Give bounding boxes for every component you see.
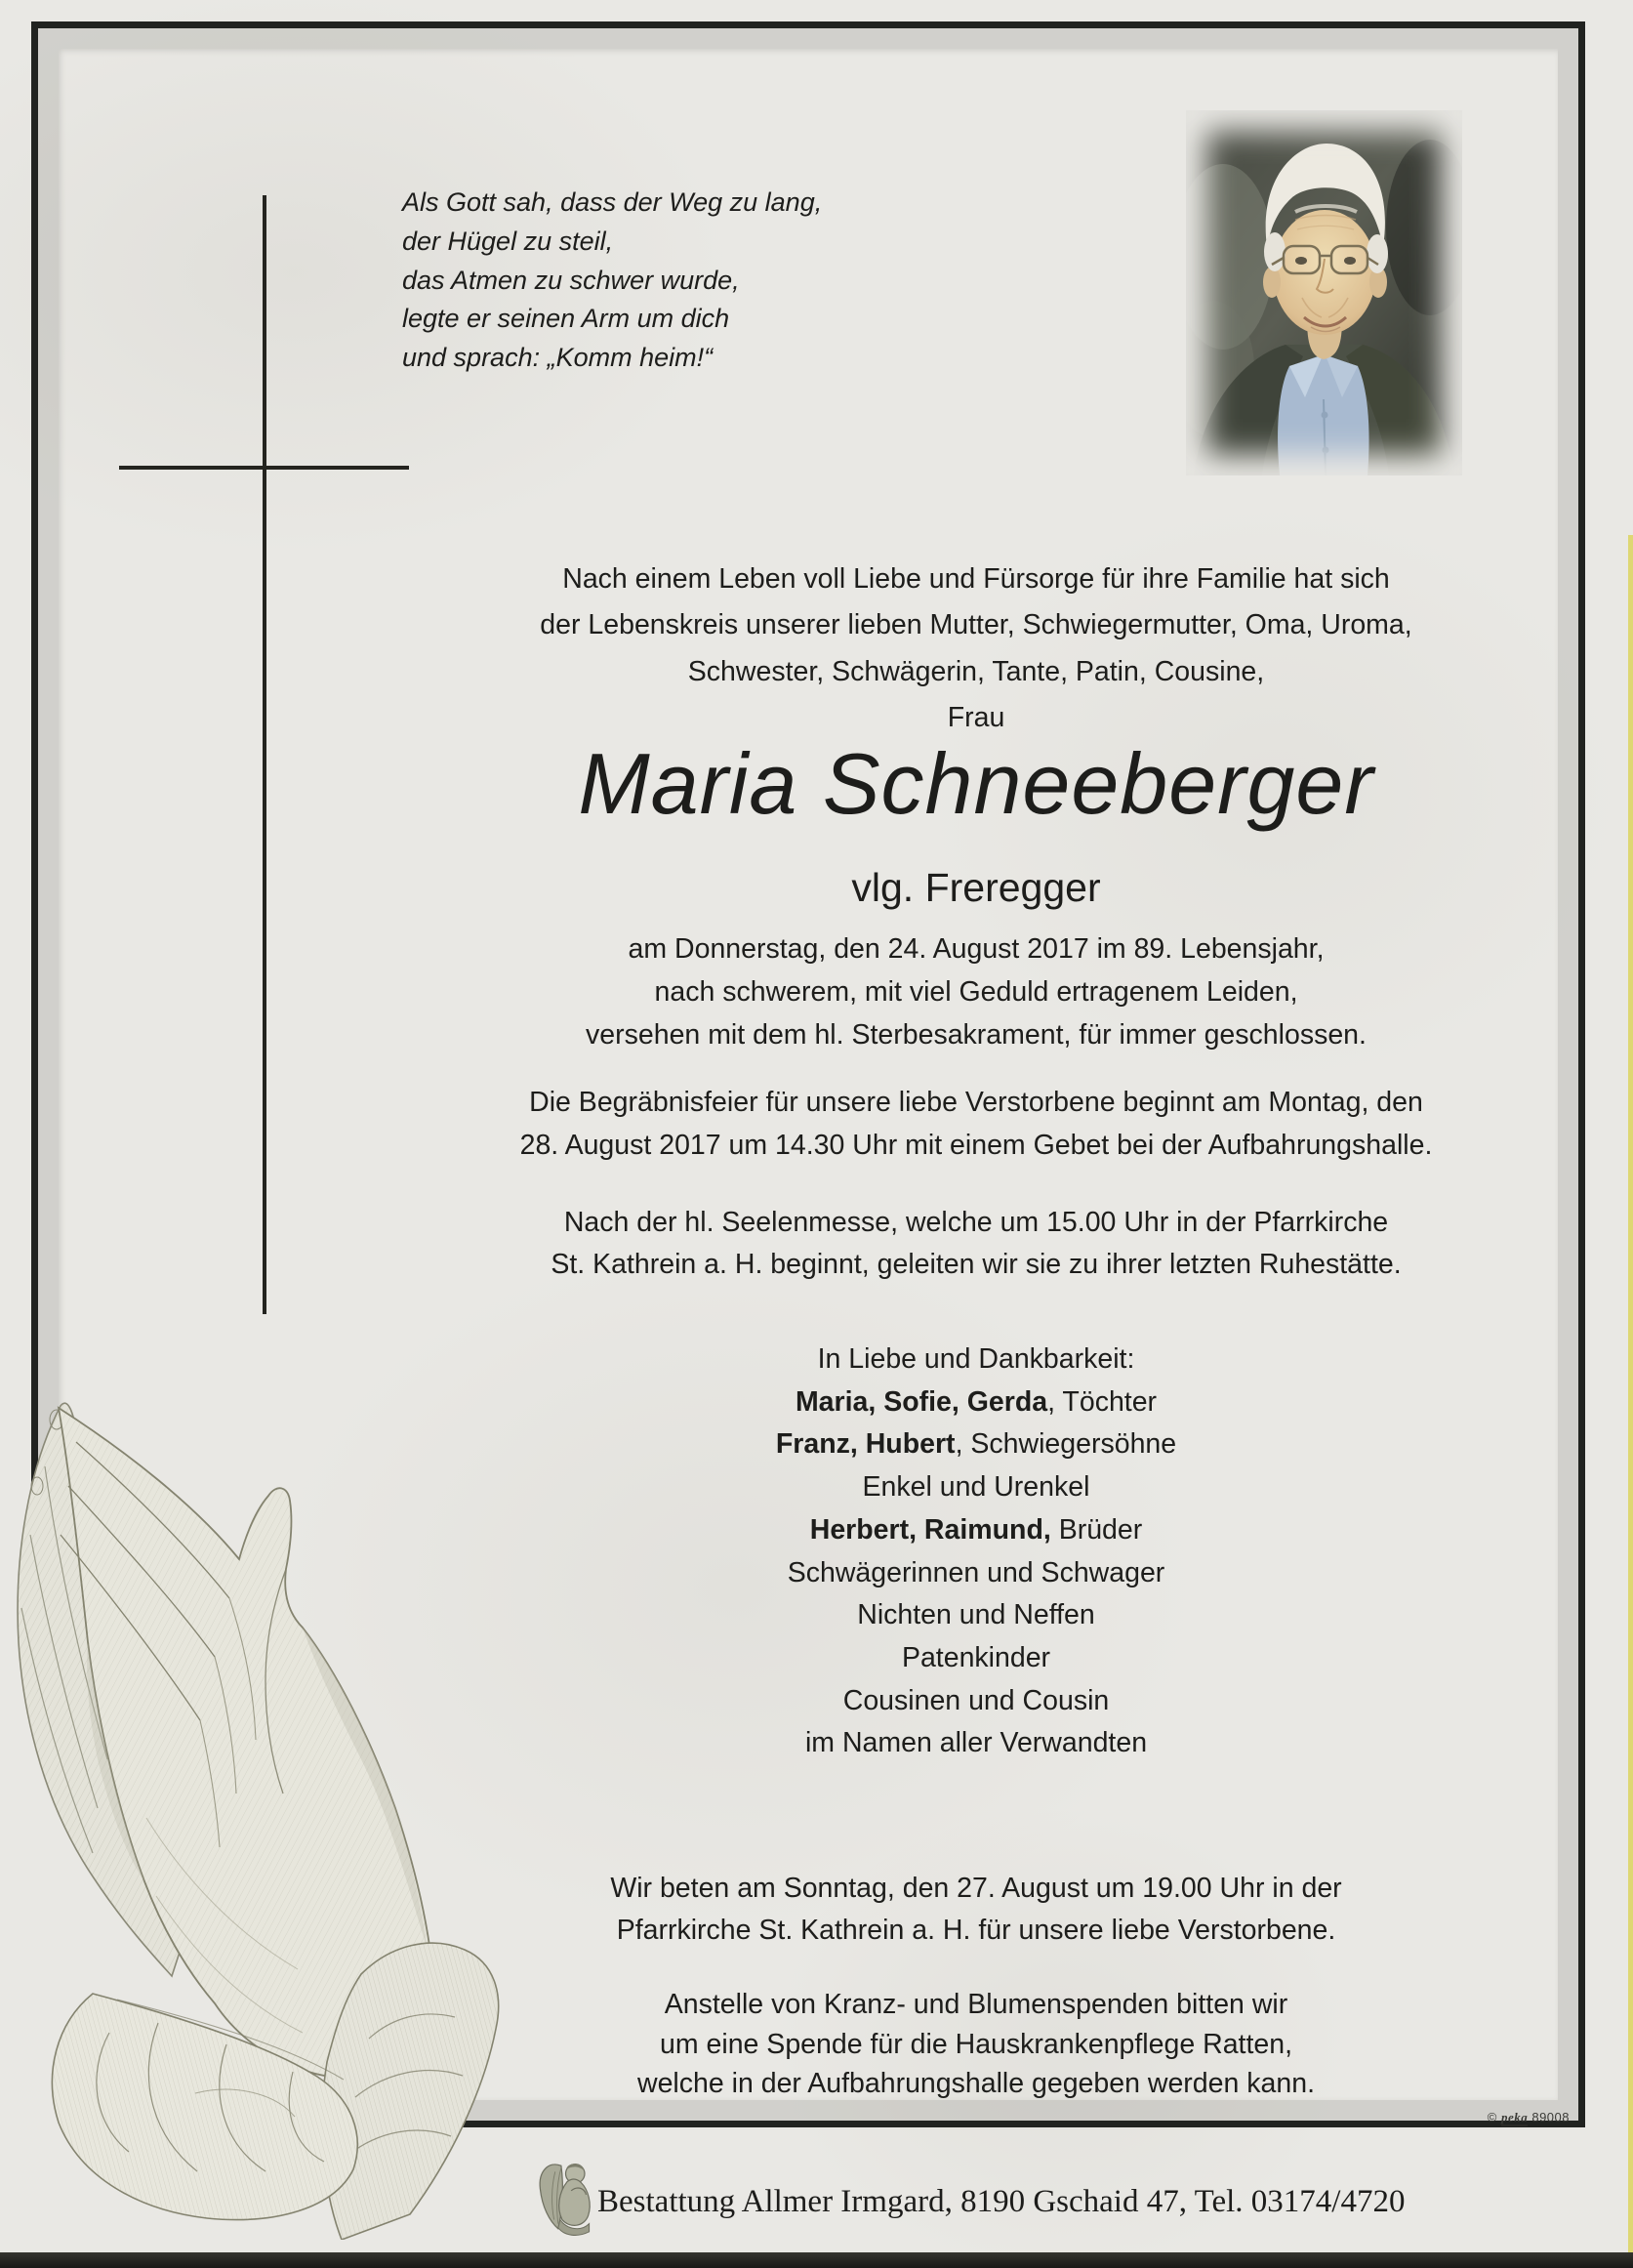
poem-line: das Atmen zu schwer wurde,	[402, 265, 740, 295]
donation-info-line: um eine Spende für die Hauskrankenpflege Ratten,	[660, 2028, 1292, 2060]
deceased-name: Maria Schneeberger	[578, 735, 1374, 832]
prayer-info-line: Pfarrkirche St. Kathrein a. H. für unsere liebe Verstorbene.	[616, 1915, 1336, 1946]
donation-info-paragraph	[410, 1985, 1542, 2104]
mass-info-paragraph	[410, 1202, 1542, 1286]
mourners-block	[410, 1339, 1542, 1765]
death-info-line: versehen mit dem hl. Sterbesakrament, für immer geschlossen.	[586, 1019, 1367, 1051]
intro-paragraph	[410, 557, 1542, 741]
mourner-line: im Namen aller Verwandten	[804, 1727, 1148, 1759]
funeral-info-line: Die Begräbnisfeier für unsere liebe Verstorbene beginnt am Montag, den	[529, 1087, 1423, 1118]
publisher-number: 89008	[1531, 2110, 1570, 2124]
funeral-info-line: 28. August 2017 um 14.30 Uhr mit einem Gebet bei der Aufbahrungshalle.	[519, 1130, 1433, 1161]
cross-icon	[263, 195, 266, 1314]
praying-hands-icon	[0, 1349, 500, 2240]
funeral-info-paragraph	[410, 1081, 1542, 1167]
poem-line: und sprach: „Komm heim!“	[402, 343, 714, 373]
poem-line: der Hügel zu steil,	[402, 226, 614, 256]
funeral-home-info: Bestattung Allmer Irmgard, 8190 Gschaid 47, Tel. 03174/4720	[597, 2184, 1406, 2219]
mourner-line: Patenkinder	[901, 1641, 1051, 1673]
mourner-line: Herbert, Raimund, Brüder	[809, 1513, 1143, 1546]
copyright-icon: ©	[1487, 2110, 1497, 2124]
mourner-line: Enkel und Urenkel	[862, 1471, 1090, 1504]
deceased-vulgo-name: vlg. Freregger	[851, 865, 1101, 910]
death-info-line: am Donnerstag, den 24. August 2017 im 89. Lebensjahr,	[628, 933, 1325, 965]
prayer-info-line: Wir beten am Sonntag, den 27. August um 19.00 Uhr in der	[610, 1873, 1342, 1904]
mass-info-line: St. Kathrein a. H. beginnt, geleiten wir sie zu ihrer letzten Ruhestätte.	[551, 1249, 1402, 1280]
angel-figurine-icon	[531, 2158, 599, 2238]
mass-info-line: Nach der hl. Seelenmesse, welche um 15.00 Uhr in der Pfarrkirche	[563, 1207, 1389, 1238]
poem	[402, 184, 1027, 378]
intro-line: Nach einem Leben voll Liebe und Fürsorge für ihre Familie hat sich	[562, 563, 1390, 595]
poem-line: Als Gott sah, dass der Weg zu lang,	[402, 187, 823, 217]
donation-info-line: welche in der Aufbahrungshalle gegeben werden kann.	[636, 2068, 1315, 2099]
mourner-line: Franz, Hubert, Schwiegersöhne	[775, 1428, 1177, 1461]
intro-line: Frau	[947, 701, 1005, 733]
cross-icon-bar	[119, 466, 409, 470]
publisher-copyright	[1433, 2110, 1570, 2125]
mourners-heading: In Liebe und Dankbarkeit:	[817, 1343, 1135, 1375]
scan-bottom-edge	[0, 2252, 1633, 2268]
death-info-paragraph	[410, 928, 1542, 1056]
peka-logo: peka	[1500, 2110, 1529, 2124]
mourner-line: Schwägerinnen und Schwager	[787, 1556, 1165, 1588]
portrait-photo-art	[1186, 110, 1462, 475]
mourner-line: Cousinen und Cousin	[842, 1684, 1110, 1716]
prayer-info-paragraph	[410, 1868, 1542, 1952]
donation-info-line: Anstelle von Kranz- und Blumenspenden bitten wir	[664, 1989, 1288, 2020]
death-info-line: nach schwerem, mit viel Geduld ertragenem Leiden,	[654, 976, 1298, 1008]
mourner-line: Nichten und Neffen	[857, 1599, 1095, 1631]
mourner-line: Maria, Sofie, Gerda, Töchter	[795, 1385, 1158, 1418]
portrait-photo	[1186, 110, 1462, 475]
scan-edge-artifact	[1628, 535, 1633, 2255]
poem-line: legte er seinen Arm um dich	[402, 304, 730, 334]
intro-line: der Lebenskreis unserer lieben Mutter, Schwiegermutter, Oma, Uroma,	[540, 609, 1412, 641]
intro-line: Schwester, Schwägerin, Tante, Patin, Cousine,	[687, 655, 1265, 687]
